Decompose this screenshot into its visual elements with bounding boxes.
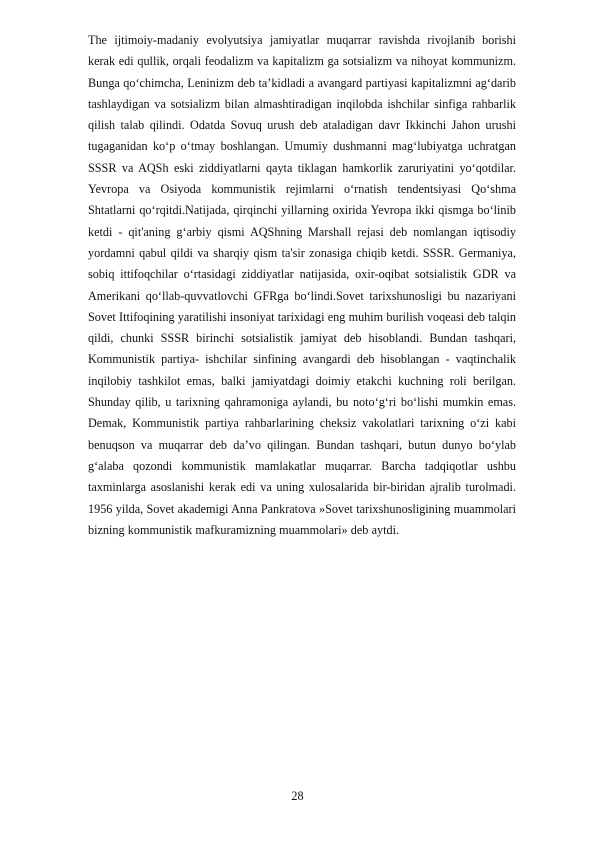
- page-number: 28: [291, 789, 304, 803]
- body-paragraph: The ijtimoiy-madaniy evolyutsiya jamiyatlar muqarrar ravishda rivojlanib borishi kerak edi qullik, orqali feodalizm va kapitalizm ga sotsializm va nihoyat kommunizm. Bunga qo‘chimcha, Leninizm deb ta’kidladi a avangard partiyasi kapitalizmni ag‘darib tashlaydigan va sotsializm bilan almashtiradigan inqilobda ishchilar sinfiga rahbarlik qilish talab qilindi. Odatda Sovuq urush deb ataladigan davr Ikkinchi Jahon urushi tugaganidan ko‘p o‘tmay boshlangan. Umumiy dushmanni mag‘lubiyatga uchratgan SSSR va AQSh eski ziddiyatlarni qayta tiklagan hamkorlik zaruriyatini yo‘qotdilar. Yevropa va Osiyoda kommunistik rejimlarni o‘rnatish tendentsiyasi Qo‘shma Shtatlarni qo‘rqitdi.Natijada, qirqinchi yillarning oxirida Yevropa ikki qismga bo‘linib ketdi - qit'aning g‘arbiy qismi AQShning Marshall rejasi deb nomlangan iqtisodiy yordamni qabul qildi va sharqiy qism ta'sir zonasiga chiqib ketdi. SSSR. Germaniya, sobiq ittifoqchilar o‘rtasidagi ziddiyatlar natijasida, oxir-oqibat sotsialistik GDR va Amerikani qo‘llab-quvvatlovchi GFRga bo‘lindi.Sovet tarixshunosligi bu nazariyani Sovet Ittifoqining yaratilishi insoniyat tarixidagi eng muhim burilish voqeasi deb talqin qildi, chunki SSSR birinchi sotsialistik jamiyat deb hisoblandi. Bundan tashqari, Kommunistik partiya- ishchilar sinfining avangardi deb hisoblangan - vaqtinchalik inqilobiy tashkilot emas, balki jamiyatdagi doimiy etakchi kuchning roli berilgan. Shunday qilib, u tarixning qahramoniga aylandi, bu noto‘g‘ri bo‘lishi mumkin emas. Demak, Kommunistik partiya rahbarlarining cheksiz vakolatlari tarixning o‘zi kabi benuqson va muqarrar deb da’vo qilingan. Bundan tashqari, butun dunyo bo‘ylab g‘alaba qozondi kommunistik mamlakatlar muqarrar. Barcha tadqiqotlar ushbu taxminlarga asoslanishi kerak edi va uning xulosalarida bir-biridan ajralib turolmadi. 1956 yilda, Sovet akademigi Anna Pankratova »Sovet tarixshunosligining muammolari bizning kommunistik mafkuramizning muammolari» deb aytdi.: [88, 33, 516, 537]
